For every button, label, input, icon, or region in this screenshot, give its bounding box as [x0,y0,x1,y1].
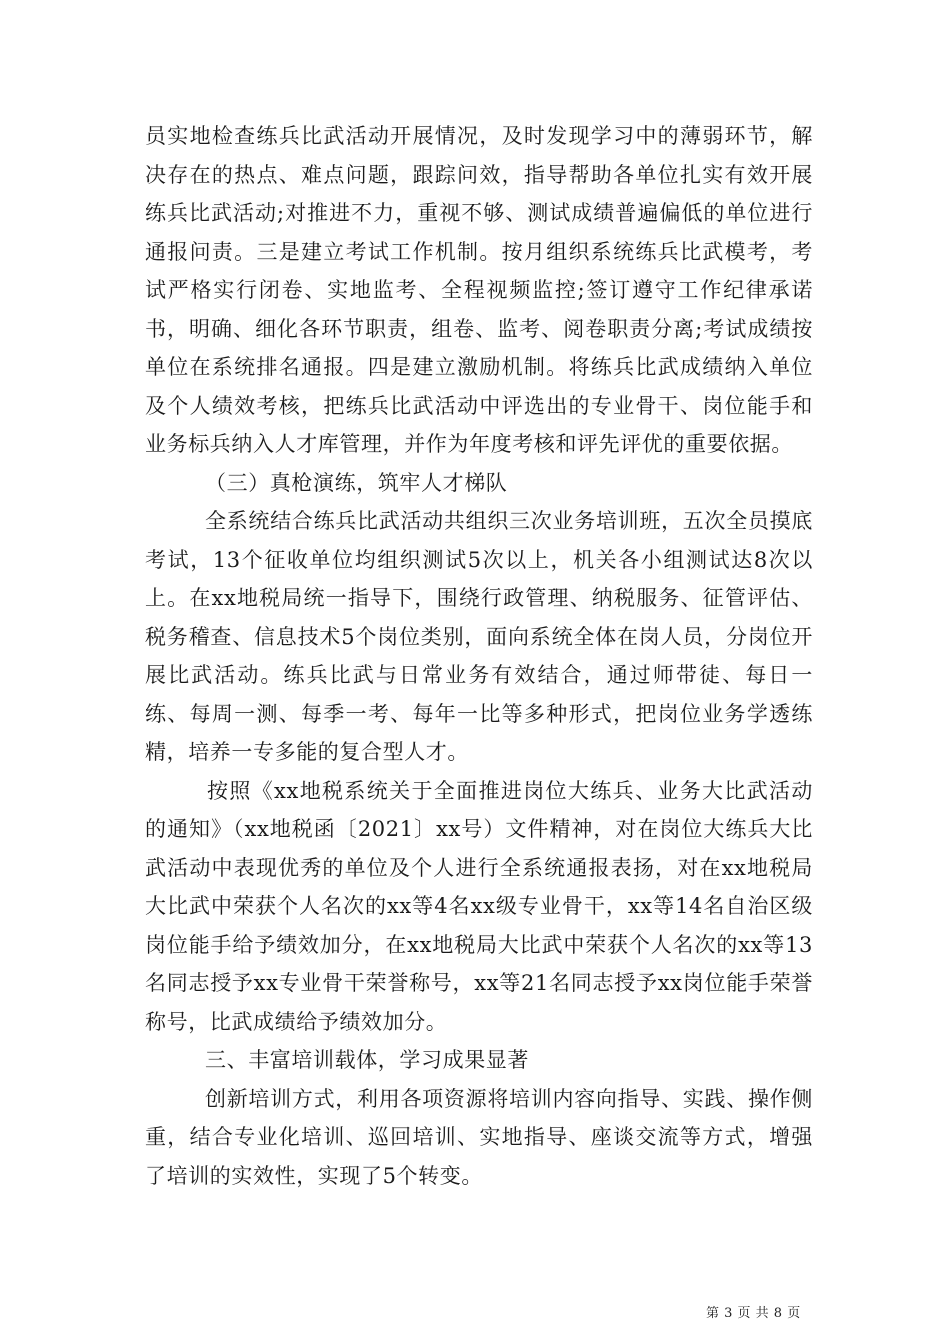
paragraph-training: 全系统结合练兵比武活动共组织三次业务培训班，五次全员摸底考试，13个征收单位均组织测试5次以上，机关各小组测试达8次以上。在xx地税局统一指导下，围绕行政管理、纳税服务、征管评估、税务稽查、信息技术5个岗位类别，面向系统全体在岗人员，分岗位开展比武活动。练兵比武与日常业务有效结合，通过师带徒、每日一练、每周一测、每季一考、每年一比等多种形式，把岗位业务学透练精，培养一专多能的复合型人才。 [145,509,813,764]
paragraph-commendation: 按照《xx地税系统关于全面推进岗位大练兵、业务大比武活动的通知》（xx地税函〔2021〕xx号）文件精神，对在岗位大练兵大比武活动中表现优秀的单位及个人进行全系统通报表扬，对在xx地税局大比武中荣获个人名次的xx等4名xx级专业骨干，xx等14名自治区级岗位能手给予绩效加分，在xx地税局大比武中荣获个人名次的xx等13名同志授予xx专业骨干荣誉称号，xx等21名同志授予xx岗位能手荣誉称号，比武成绩给予绩效加分。 [145,778,813,1034]
body-text [145,117,813,1195]
paragraph-innovation: 创新培训方式，利用各项资源将培训内容向指导、实践、操作侧重，结合专业化培训、巡回培训、实地指导、座谈交流等方式，增强了培训的实效性，实现了5个转变。 [145,1086,813,1188]
section-heading-3: 三、丰富培训载体，学习成果显著 [205,1048,529,1072]
paragraph-continued: 员实地检查练兵比武活动开展情况，及时发现学习中的薄弱环节，解决存在的热点、难点问题，跟踪问效，指导帮助各单位扎实有效开展练兵比武活动;对推进不力，重视不够、测试成绩普遍偏低的单位进行通报问责。三是建立考试工作机制。按月组织系统练兵比武模考，考试严格实行闭卷、实地监考、全程视频监控;签订遵守工作纪律承诺书，明确、细化各环节职责，组卷、监考、阅卷职责分离;考试成绩按单位在系统排名通报。四是建立激励机制。将练兵比武成绩纳入单位及个人绩效考核，把练兵比武活动中评选出的专业骨干、岗位能手和业务标兵纳入人才库管理，并作为年度考核和评先评优的重要依据。 [145,124,813,456]
subsection-heading-3: （三）真枪演练，筑牢人才梯队 [205,470,508,495]
page-number: 第 3 页 共 8 页 [706,1306,801,1321]
